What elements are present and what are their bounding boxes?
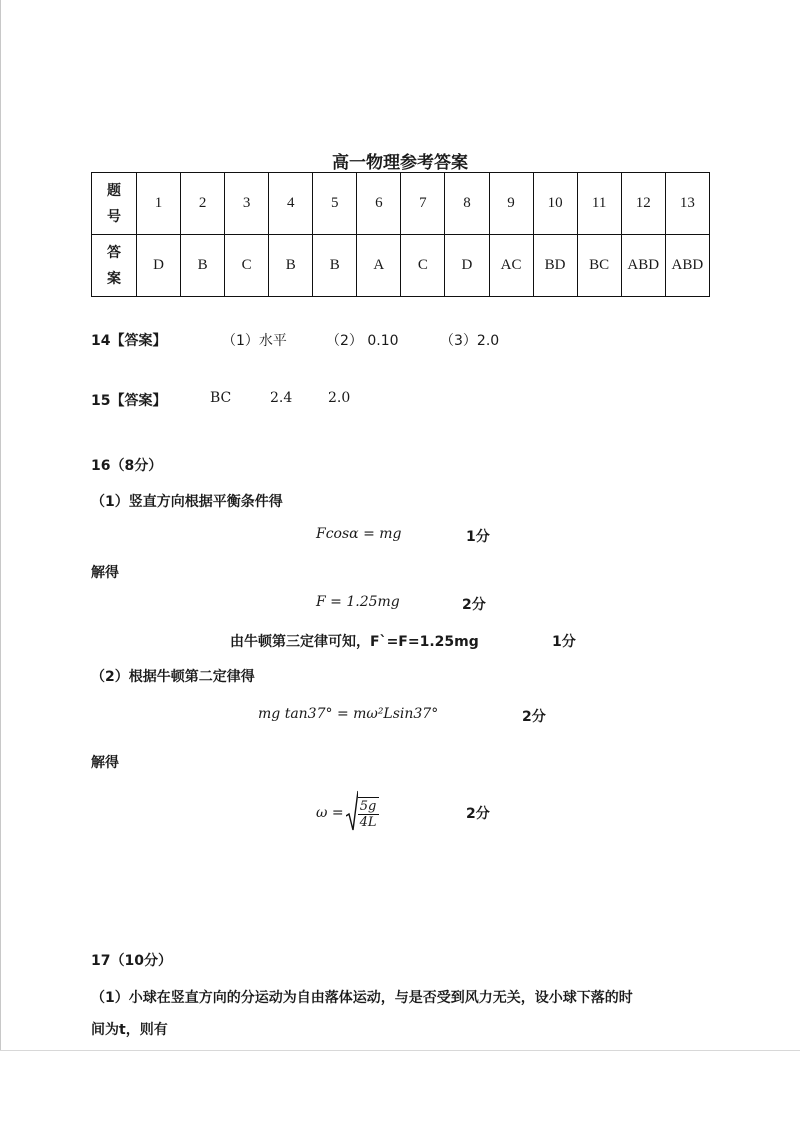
- question-number-cell: 8: [445, 173, 489, 235]
- answer-cell: A: [357, 235, 401, 297]
- q16-part2-text: （2）根据牛顿第二定律得: [91, 669, 255, 685]
- answer-cell: B: [313, 235, 357, 297]
- q15-answer3: 2.0: [328, 390, 351, 406]
- page-bottom-edge: [0, 1050, 800, 1051]
- q17-line1: （1）小球在竖直方向的分运动为自由落体运动，与是否受到风力无关，设小球下落的时: [91, 990, 633, 1006]
- row-header-answer: [92, 235, 137, 297]
- q16-heading: 16（8分）: [91, 458, 163, 474]
- q16-equation-3: mg tan37° = mω²Lsin37°: [258, 706, 439, 722]
- radical-sign: [346, 790, 358, 832]
- answer-cell: AC: [489, 235, 533, 297]
- omega-fraction: [358, 797, 379, 830]
- answer-cell: ABD: [621, 235, 665, 297]
- answer-row: [92, 235, 710, 297]
- answer-cell: BD: [533, 235, 577, 297]
- question-number-cell: 11: [577, 173, 621, 235]
- question-number-cell: 9: [489, 173, 533, 235]
- question-number-row: [92, 173, 710, 235]
- question-number-cell: 3: [225, 173, 269, 235]
- fraction-denominator: 4L: [359, 814, 377, 830]
- q16-equation-1: Fcosα = mg: [316, 526, 402, 542]
- answer-cell: C: [225, 235, 269, 297]
- question-number-cell: 6: [357, 173, 401, 235]
- q14-part2: （2） 0.10: [326, 333, 399, 349]
- q16-part1-text: （1）竖直方向根据平衡条件得: [91, 494, 283, 510]
- question-number-cell: 4: [269, 173, 313, 235]
- question-number-cell: 10: [533, 173, 577, 235]
- row-header-text: 题号: [107, 182, 121, 225]
- question-number-cell: 2: [181, 173, 225, 235]
- row-header-question-number: [92, 173, 137, 235]
- q16-score-2: 2分: [462, 597, 486, 613]
- q14-label: 14【答案】: [91, 333, 167, 349]
- question-number-cell: 1: [137, 173, 181, 235]
- answer-cell: B: [269, 235, 313, 297]
- fraction-numerator: 5g: [358, 799, 379, 815]
- q14-part1: （1）水平: [222, 333, 287, 349]
- answer-cell: BC: [577, 235, 621, 297]
- answer-cell: C: [401, 235, 445, 297]
- q15-answer1: BC: [210, 390, 232, 406]
- q16-solve-label-1: 解得: [91, 565, 119, 581]
- q15-label: 15【答案】: [91, 393, 167, 409]
- question-number-cell: 12: [621, 173, 665, 235]
- answer-cell: D: [445, 235, 489, 297]
- page-title: 高一物理参考答案: [332, 153, 468, 173]
- q16-score-5: 2分: [466, 806, 490, 822]
- q16-solve-label-2: 解得: [91, 755, 119, 771]
- q17-line2: 间为t，则有: [91, 1022, 168, 1038]
- sqrt-symbol: [346, 790, 358, 836]
- question-number-cell: 13: [665, 173, 709, 235]
- question-number-cell: 7: [401, 173, 445, 235]
- omega-lhs: ω =: [316, 805, 344, 821]
- answer-cell: ABD: [665, 235, 709, 297]
- q17-heading: 17（10分）: [91, 953, 172, 969]
- q14-part3: （3）2.0: [440, 333, 500, 349]
- row-header-text: 答案: [107, 244, 121, 287]
- q16-score-3: 1分: [552, 634, 576, 650]
- answer-table: [91, 172, 710, 297]
- question-number-cell: 5: [313, 173, 357, 235]
- answer-cell: B: [181, 235, 225, 297]
- q16-omega-result: [316, 792, 379, 834]
- q16-score-1: 1分: [466, 529, 490, 545]
- q16-score-4: 2分: [522, 709, 546, 725]
- q16-equation-2: F = 1.25mg: [316, 594, 400, 610]
- q16-newton-third-law: 由牛顿第三定律可知，F`=F=1.25mg: [230, 634, 479, 650]
- answer-cell: D: [137, 235, 181, 297]
- q15-answer2: 2.4: [270, 390, 293, 406]
